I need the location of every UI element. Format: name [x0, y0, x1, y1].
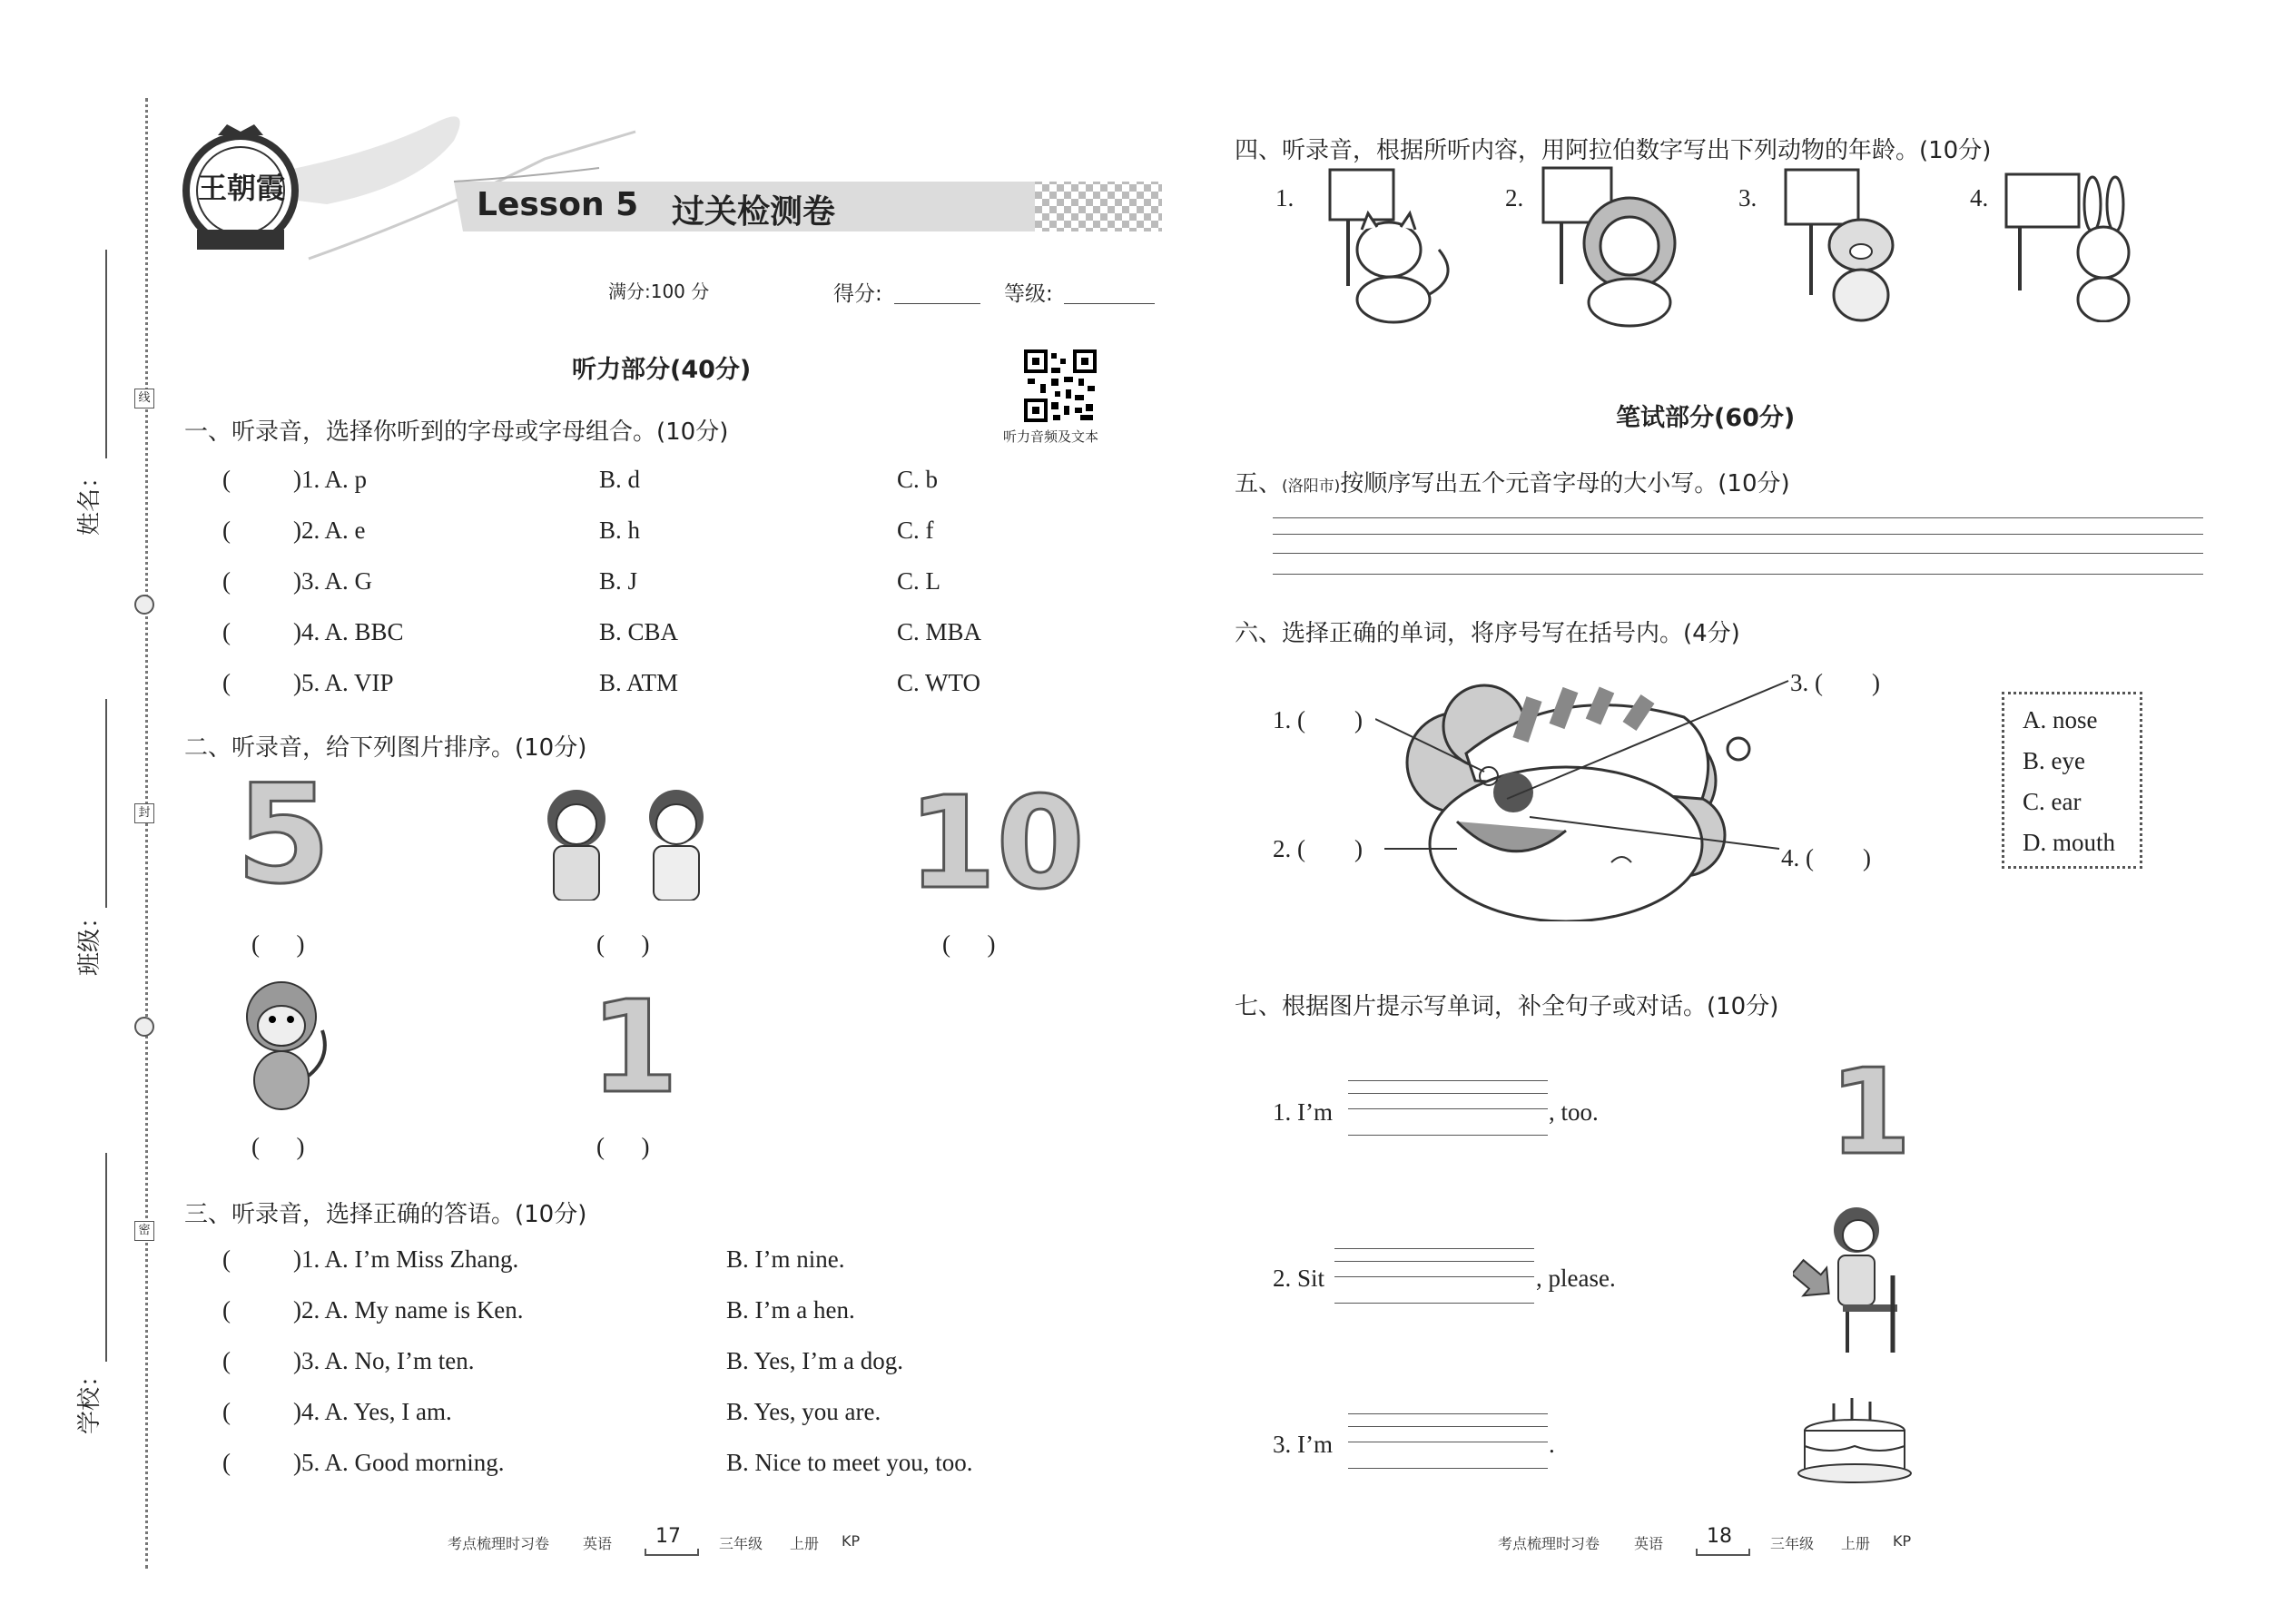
footer-subject: 英语: [583, 1535, 613, 1552]
lesson-title: Lesson 5: [477, 186, 639, 223]
s2-answer-blank[interactable]: ( ): [596, 930, 650, 958]
section6-title: 六、选择正确的单词，将序号写在括号内。(4分): [1235, 620, 1740, 647]
footer-version: KP: [1893, 1532, 1912, 1550]
monkey-picture: [231, 976, 336, 1112]
section5-title: [1235, 465, 1790, 498]
number-one-picture: 1: [590, 974, 679, 1122]
s1-answer-paren[interactable]: (: [222, 618, 231, 645]
s1-item1-c: C. b: [897, 466, 939, 493]
page-number-bracket: [1696, 1549, 1750, 1556]
s3-item3-b: B. Yes, I’m a dog.: [726, 1347, 904, 1374]
s3-answer-paren[interactable]: (: [222, 1398, 231, 1425]
s7-q3-prefix: 3. I’m: [1273, 1431, 1333, 1458]
s1-answer-paren[interactable]: (: [222, 567, 231, 595]
footer-term: 上册: [1841, 1535, 1871, 1552]
page-number-bracket: [645, 1549, 699, 1556]
s1-item4-c: C. MBA: [897, 618, 982, 645]
boy-girl-greeting-picture: [531, 782, 722, 901]
s5-region: (洛阳市): [1282, 477, 1341, 496]
s4-label-3: 3.: [1738, 184, 1757, 212]
section3-title: 三、听录音，选择正确的答语。(10分): [184, 1201, 587, 1228]
grade-blank[interactable]: [1064, 303, 1155, 304]
s6-blank-1[interactable]: 1. ( ): [1273, 706, 1363, 733]
clown-face-picture: [1375, 663, 1847, 921]
s6-option-b: B. eye: [2023, 747, 2085, 774]
name-label: 姓名：: [76, 464, 103, 536]
s3-answer-paren[interactable]: (: [222, 1296, 231, 1324]
s1-item1-a: )1. A. p: [293, 466, 367, 493]
binding-mark-secret: 密: [134, 1221, 154, 1241]
footer-book-name: 考点梳理时习卷: [1498, 1535, 1600, 1552]
s2-answer-blank[interactable]: ( ): [596, 1133, 650, 1160]
page-number: 18: [1707, 1525, 1732, 1548]
s4-label-2: 2.: [1505, 184, 1524, 212]
binding-mark-seal: 封: [134, 803, 154, 823]
s1-item2-b: B. h: [599, 517, 641, 544]
number-five-picture: 5: [236, 756, 331, 914]
s6-option-a: A. nose: [2023, 706, 2098, 733]
score-blank[interactable]: [894, 303, 980, 304]
s7-q1-prefix: 1. I’m: [1273, 1098, 1333, 1126]
s3-item4-a: )4. A. Yes, I am.: [293, 1398, 452, 1425]
full-score: 满分:100 分: [608, 281, 710, 302]
s1-item2-c: C. f: [897, 517, 934, 544]
test-title: 过关检测卷: [672, 193, 836, 231]
s3-item4-b: B. Yes, you are.: [726, 1398, 881, 1425]
binding-hole-icon: [134, 595, 154, 615]
score-label: 得分:: [833, 282, 882, 306]
number-ten-picture: 10: [908, 770, 1085, 918]
s4-label-1: 1.: [1275, 184, 1295, 212]
s3-item2-b: B. I’m a hen.: [726, 1296, 855, 1324]
s7-q3-suffix: .: [1549, 1431, 1555, 1458]
s1-answer-paren[interactable]: (: [222, 669, 231, 696]
s6-label-4: 4. (: [1781, 844, 1814, 871]
school-write-line: [105, 1153, 107, 1362]
binding-mark-line: 线: [134, 389, 154, 408]
s7-q1-suffix: , too.: [1549, 1098, 1599, 1126]
s1-answer-paren[interactable]: (: [222, 517, 231, 544]
lion-with-sign-picture: [1534, 166, 1702, 328]
s2-answer-blank[interactable]: ( ): [251, 930, 305, 958]
footer-subject: 英语: [1634, 1535, 1664, 1552]
school-label: 学校：: [76, 1363, 103, 1434]
section4-title: 四、听录音，根据所听内容，用阿拉伯数字写出下列动物的年龄。(10分): [1235, 137, 1992, 164]
binding-hole-icon: [134, 1017, 154, 1037]
grade-label: 等级:: [1004, 282, 1053, 306]
s3-item1-a: )1. A. I’m Miss Zhang.: [293, 1245, 519, 1273]
s2-answer-blank[interactable]: ( ): [251, 1133, 305, 1160]
footer-book-name: 考点梳理时习卷: [448, 1535, 550, 1552]
s6-label-2: 2. (: [1273, 835, 1305, 862]
binding-dotted-line: [145, 98, 148, 1569]
s3-item3-a: )3. A. No, I’m ten.: [293, 1347, 475, 1374]
s6-blank-4[interactable]: 4. ( ): [1781, 844, 1871, 871]
written-title: 笔试部分(60分): [1616, 404, 1796, 432]
s3-item2-a: )2. A. My name is Ken.: [293, 1296, 524, 1324]
qr-caption: 听力音频及文本: [1003, 428, 1099, 445]
s1-item4-b: B. CBA: [599, 618, 679, 645]
section2-title: 二、听录音，给下列图片排序。(10分): [184, 734, 587, 762]
rabbit-with-sign-picture: [2002, 172, 2147, 322]
age-sign: [1330, 170, 1393, 220]
s3-answer-paren[interactable]: (: [222, 1347, 231, 1374]
s1-item5-c: C. WTO: [897, 669, 981, 696]
s2-answer-blank[interactable]: ( ): [942, 930, 996, 958]
s7-q3-writing-lines[interactable]: [1348, 1413, 1548, 1470]
header-banner: [163, 104, 1162, 268]
section1-title: 一、听录音，选择你听到的字母或字母组合。(10分): [184, 418, 729, 446]
qr-code-icon[interactable]: [1024, 349, 1097, 422]
logo-text: 王朝霞: [198, 171, 286, 205]
page-number: 17: [655, 1525, 681, 1548]
birthday-cake-picture: [1793, 1396, 1920, 1487]
s6-option-d: D. mouth: [2023, 829, 2116, 856]
s4-label-4: 4.: [1970, 184, 1989, 212]
footer-grade: 三年级: [1770, 1535, 1815, 1552]
s1-item4-a: )4. A. BBC: [293, 618, 404, 645]
s7-q2-prefix: 2. Sit: [1273, 1265, 1325, 1292]
s3-item1-b: B. I’m nine.: [726, 1245, 845, 1273]
footer-term: 上册: [790, 1535, 820, 1552]
number-one-hint-picture: 1: [1829, 1043, 1912, 1181]
s1-item1-b: B. d: [599, 466, 641, 493]
s3-answer-paren[interactable]: (: [222, 1245, 231, 1273]
s1-item5-a: )5. A. VIP: [293, 669, 394, 696]
cat-with-sign-picture: [1303, 168, 1471, 327]
s7-q1-writing-lines[interactable]: [1348, 1080, 1548, 1137]
s1-item5-b: B. ATM: [599, 669, 679, 696]
s5-prefix: 五、: [1235, 470, 1283, 497]
s1-item3-b: B. J: [599, 567, 638, 595]
name-write-line: [105, 250, 107, 458]
pig-with-sign-picture: [1775, 168, 1915, 327]
s5-body: 按顺序写出五个元音字母的大小写。(10分): [1340, 470, 1790, 497]
s1-item2-a: )2. A. e: [293, 517, 366, 544]
s3-answer-paren[interactable]: (: [222, 1449, 231, 1476]
footer-version: KP: [842, 1532, 861, 1550]
s3-item5-a: )5. A. Good morning.: [293, 1449, 505, 1476]
s1-item3-c: C. L: [897, 567, 941, 595]
s1-answer-paren[interactable]: (: [222, 466, 231, 493]
s6-option-c: C. ear: [2023, 788, 2082, 815]
listening-title: 听力部分(40分): [572, 356, 752, 384]
girl-sitting-picture: [1793, 1203, 1915, 1353]
s5-four-line-writing[interactable]: [1273, 517, 2203, 581]
footer-grade: 三年级: [719, 1535, 763, 1552]
s6-label-3: 3. (: [1790, 669, 1823, 696]
s6-label-1: 1. (: [1273, 706, 1305, 733]
s6-blank-2[interactable]: 2. ( ): [1273, 835, 1363, 862]
s6-blank-3[interactable]: 3. ( ): [1790, 669, 1880, 696]
section7-title: 七、根据图片提示写单词，补全句子或对话。(10分): [1235, 993, 1779, 1020]
class-write-line: [105, 699, 107, 908]
s3-item5-b: B. Nice to meet you, too.: [726, 1449, 973, 1476]
s1-item3-a: )3. A. G: [293, 567, 372, 595]
s7-q2-suffix: , please.: [1536, 1265, 1616, 1292]
s7-q2-writing-lines[interactable]: [1334, 1248, 1534, 1304]
class-label: 班级：: [76, 904, 103, 976]
